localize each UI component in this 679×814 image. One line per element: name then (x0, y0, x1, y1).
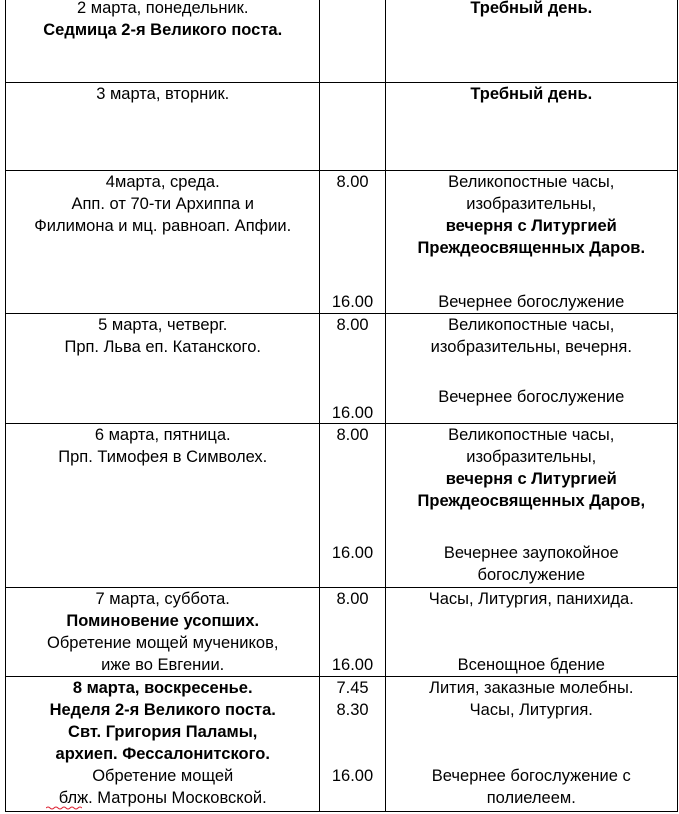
day-cell (6, 677, 320, 812)
service-line: Вечернее богослужение (438, 293, 625, 311)
time-value: 8.30 (336, 701, 369, 719)
day-line: 2 марта, понедельник. (76, 0, 249, 17)
service-cell (385, 588, 677, 677)
service-line: Вечернее заупокойное (443, 544, 619, 562)
day-line: блж. Матроны Московской. (58, 789, 267, 807)
day-line: Свт. Григория Паламы, (68, 723, 258, 741)
time-value: 16.00 (331, 656, 374, 674)
service-line: Требный день. (470, 0, 593, 17)
service-line: полиелеем. (486, 789, 576, 807)
time-value: 8.00 (336, 590, 369, 608)
day-line: архиеп. Фессалонитского. (55, 745, 270, 763)
day-line: Обретение мощей (92, 767, 234, 785)
service-cell (385, 83, 677, 171)
service-line: Великопостные часы, (448, 173, 615, 191)
time-cell (320, 314, 385, 424)
day-line: Седмица 2-я Великого поста. (43, 21, 283, 39)
time-cell (320, 677, 385, 812)
service-cell (385, 0, 677, 83)
time-value: 7.45 (336, 679, 369, 697)
day-line: 7 марта, суббота. (95, 590, 230, 608)
service-cell (385, 171, 677, 314)
time-value: 8.00 (336, 316, 369, 334)
time-cell (320, 83, 385, 171)
time-value: 16.00 (331, 767, 374, 785)
service-line: вечерня с Литургией (445, 217, 617, 235)
day-line: Неделя 2-я Великого поста. (49, 701, 276, 719)
service-line: Лития, заказные молебны. (429, 679, 634, 697)
service-line-group (386, 765, 677, 809)
table-row (6, 314, 678, 424)
time-value: 16.00 (331, 293, 374, 311)
day-cell (6, 83, 320, 171)
service-line: Требный день. (470, 85, 593, 103)
service-cell (385, 314, 677, 424)
day-line: Обретение мощей мучеников, (47, 634, 279, 652)
time-value: 16.00 (331, 544, 374, 562)
service-cell (385, 677, 677, 812)
service-line: вечерня с Литургией (445, 470, 617, 488)
table-row (6, 677, 678, 812)
table-row (6, 83, 678, 171)
time-cell (320, 424, 385, 588)
time-value: 8.00 (336, 173, 369, 191)
service-line: Часы, Литургия. (469, 701, 593, 719)
service-line: Вечернее богослужение (438, 388, 625, 406)
service-cell (385, 424, 677, 588)
service-line: Часы, Литургия, панихида. (428, 590, 634, 608)
spellcheck-underline (46, 806, 82, 810)
service-line: изобразительны, вечерня. (430, 338, 632, 356)
table-row (6, 171, 678, 314)
service-line: Всенощное бдение (457, 656, 605, 674)
table-row (6, 588, 678, 677)
service-line: Преждеосвященных Даров. (417, 239, 646, 257)
day-line: 6 марта, пятница. (94, 426, 231, 444)
time-value: 8.00 (336, 426, 369, 444)
time-cell (320, 0, 385, 83)
service-line: Великопостные часы, (448, 316, 615, 334)
day-cell (6, 314, 320, 424)
service-line: Вечернее богослужение с (431, 767, 631, 785)
day-cell (6, 588, 320, 677)
service-line: изобразительны, (466, 195, 597, 213)
day-line: Поминовение усопших. (66, 612, 260, 630)
day-line: 5 марта, четверг. (98, 316, 228, 334)
day-line: иже во Евгении. (101, 656, 225, 674)
day-line: 8 марта, воскресенье. (72, 679, 253, 697)
day-line: Апп. от 70-ти Архиппа и (71, 195, 254, 213)
day-line: Прп. Льва еп. Катанского. (64, 338, 261, 356)
table-row (6, 0, 678, 83)
day-line: Прп. Тимофея в Символех. (58, 448, 268, 466)
day-cell (6, 424, 320, 588)
day-line: 4марта, среда. (105, 173, 220, 191)
service-line: Преждеосвященных Даров, (417, 492, 646, 510)
service-line: изобразительны, (466, 448, 597, 466)
day-line: Филимона и мц. равноап. Апфии. (34, 217, 292, 235)
service-line: Великопостные часы, (448, 426, 615, 444)
time-cell (320, 171, 385, 314)
day-cell (6, 0, 320, 83)
day-line: 3 марта, вторник. (96, 85, 230, 103)
day-cell (6, 171, 320, 314)
time-cell (320, 588, 385, 677)
time-value: 16.00 (331, 404, 374, 422)
service-line-group (386, 542, 677, 586)
schedule-table (5, 0, 678, 812)
table-row (6, 424, 678, 588)
service-line: богослужение (477, 566, 586, 584)
